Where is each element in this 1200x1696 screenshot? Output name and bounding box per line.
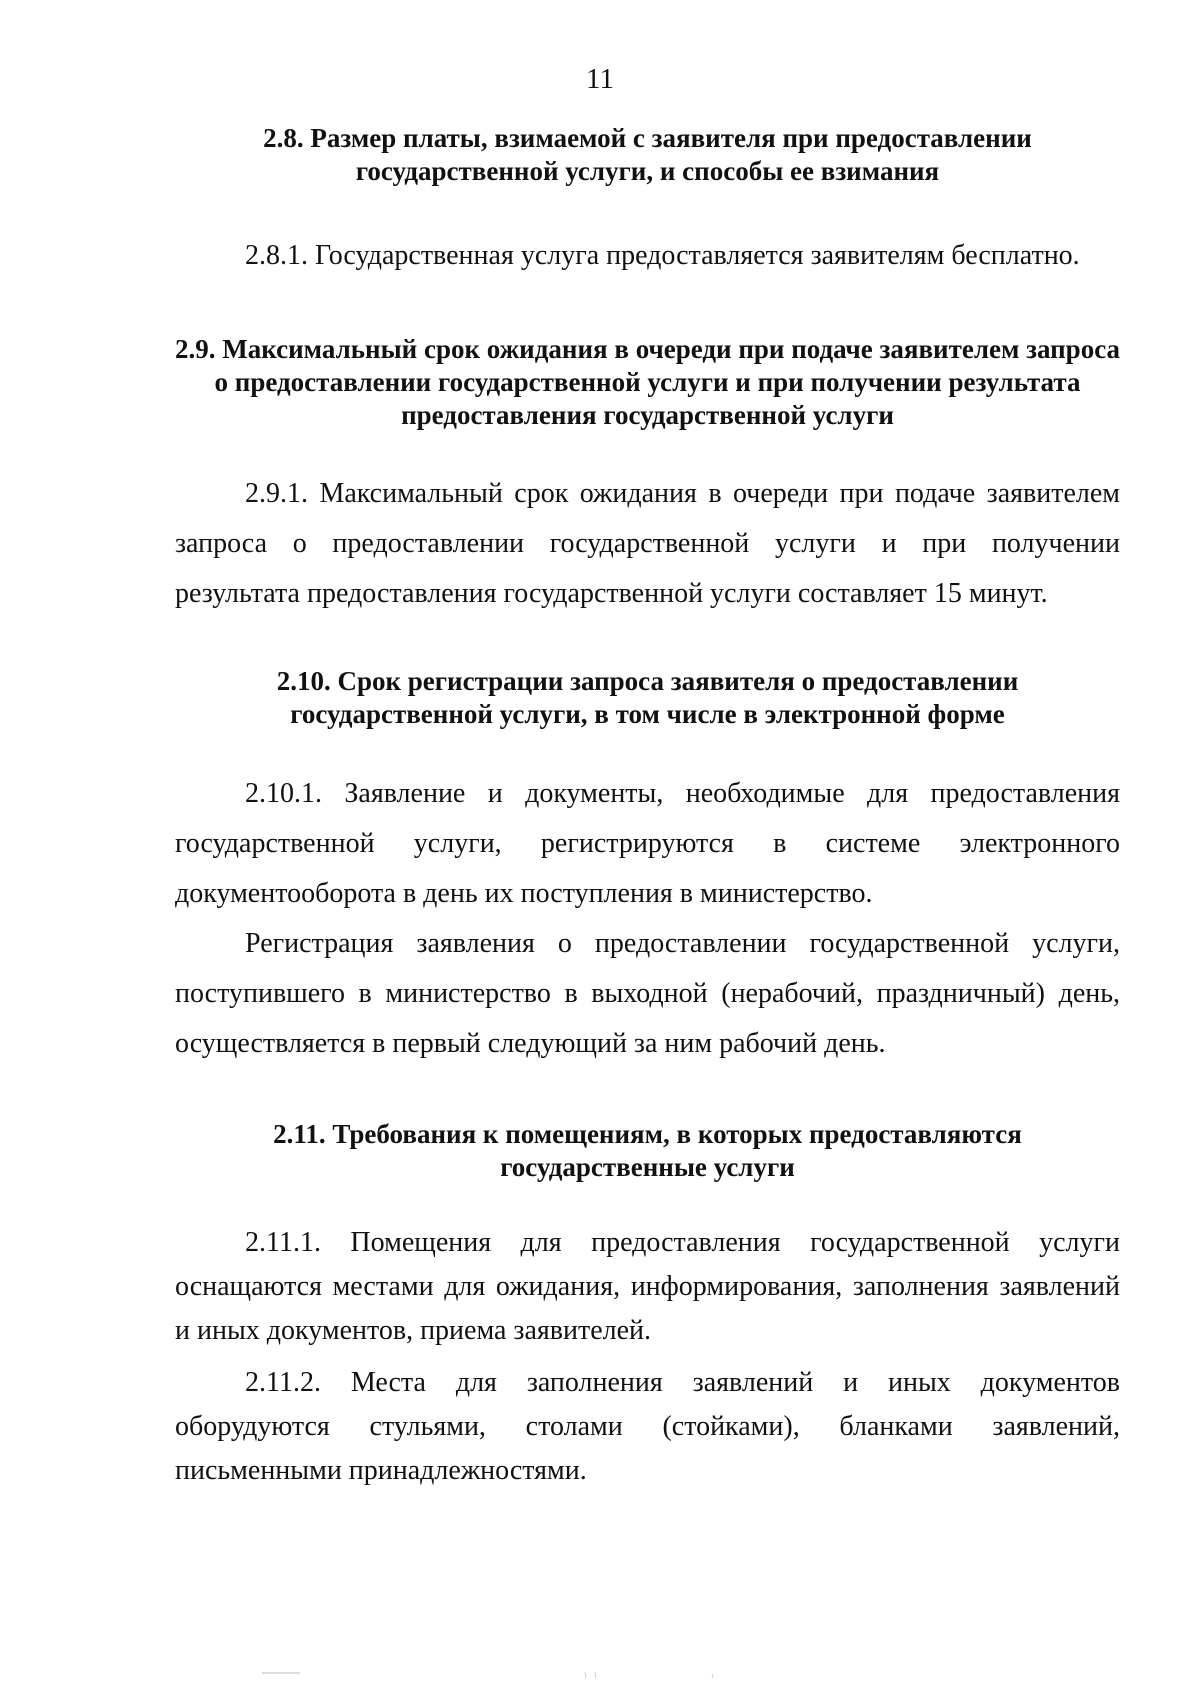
paragraph-2-11-2: 2.11.2. Места для заполнения заявлений и иных документов оборудуются стульями, столами (стойками), бланками заявлений, письменными принадлежностями. [175,1367,1120,1486]
section-heading-2-9: 2.9. Максимальный срок ожидания в очереди при подаче заявителем запроса о предоставлении государственной услуги и при получении результата предоставления государственной услуги [175,334,1121,430]
scan-artifact [0,1670,1200,1680]
section-heading-2-8: 2.8. Размер платы, взимаемой с заявителя при предоставлении государственной услуги, и способы ее взимания [263,123,1032,186]
document-body [175,122,1120,1493]
section-heading-2-11: 2.11. Требования к помещениям, в которых предоставляются государственные услуги [273,1119,1022,1182]
paragraph-2-9-1: 2.9.1. Максимальный срок ожидания в очереди при подаче заявителем запроса о предоставлении государственной услуги и при получении результата предоставления государственной услуги составляет 15 минут. [175,478,1120,609]
paragraph-2-10-1: 2.10.1. Заявление и документы, необходимые для предоставления государственной услуги, регистрируются в системе электронного документооборота в день их поступления в министерство. [175,778,1120,909]
paragraph-2-11-1: 2.11.1. Помещения для предоставления государственной услуги оснащаются местами для ожидания, информирования, заполнения заявлений и иных документов, приема заявителей. [175,1227,1120,1346]
paragraph-2-8-1: 2.8.1. Государственная услуга предоставляется заявителям бесплатно. [245,240,1080,271]
paragraph-2-10-registration: Регистрация заявления о предоставлении государственной услуги, поступившего в министерство в выходной (нерабочий, праздничный) день, осуществляется в первый следующий за ним рабочий день. [175,928,1120,1059]
section-heading-2-10: 2.10. Срок регистрации запроса заявителя о предоставлении государственной услуги, в том числе в электронной форме [276,666,1019,729]
page-number: 11 [586,63,614,95]
